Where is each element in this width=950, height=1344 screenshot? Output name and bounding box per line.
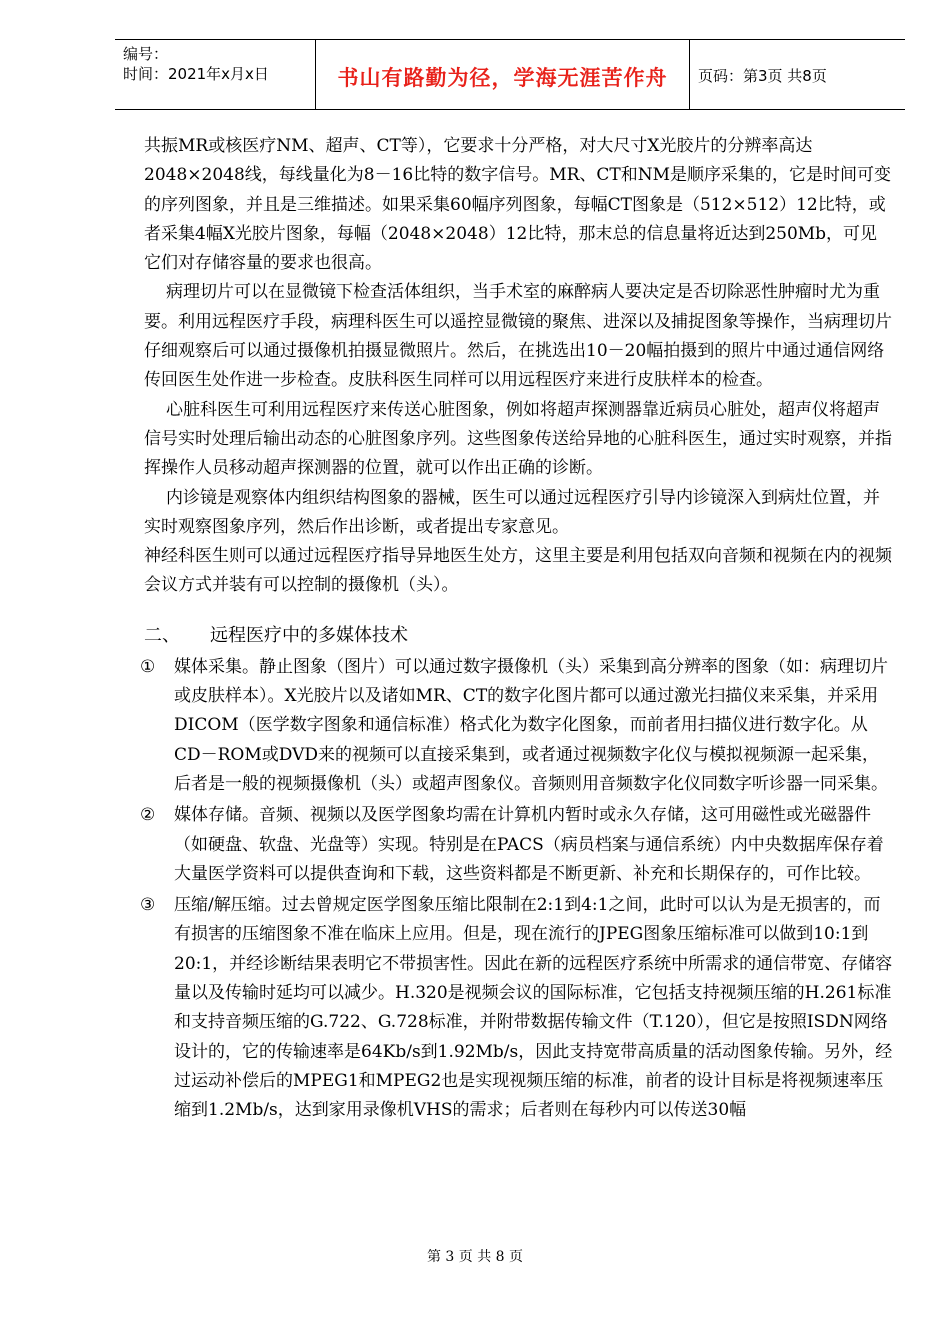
page-footer: 第 3 页 共 8 页 bbox=[426, 1249, 524, 1265]
header-page-number: 页码：第3页 共8页 bbox=[698, 67, 827, 85]
list-item-text: 媒体存储。音频、视频以及医学图象均需在计算机内暂时或永久存储，这可用磁性或光磁器件（如硬盘、软盘、光盘等）实现。特别是在PACS（病员档案与通信系统）内中央数据库保存着大量医学资料可以提供查询和下载，这些资料都是不断更新、补充和长期保存的，可作比较。 bbox=[174, 805, 884, 884]
list-item-text: 压缩/解压缩。过去曾规定医学图象压缩比限制在2:1到4:1之间，此时可以认为是无损害的，而有损害的压缩图象不准在临床上应用。但是，现在流行的JPEG图象压缩标准可以做到10:1到20:1，并经诊断结果表明它不带损害性。因此在新的远程医疗系统中所需求的通信带宽、存储容量以及传输时延均可以减少。H.320是视频会议的国际标准，它包括支持视频压缩的H.261标准和支持音频压缩的G.722、G.728标准，并附带数据传输文件（T.120），但它是按照ISDN网络设计的，它的传输速率是64Kb/s到1.92Mb/s，因此支持宽带高质量的活动图象传输。另外，经过运动补偿后的MPEG1和MPEG2也是实现视频压缩的标准，前者的设计目标是将视频速率压缩到1.2Mb/s，达到家用录像机VHS的需求；后者则在每秒内可以传送30幅 bbox=[174, 895, 893, 1121]
section-heading bbox=[144, 621, 894, 651]
page-header bbox=[115, 39, 905, 110]
paragraph: 病理切片可以在显微镜下检查活体组织，当手术室的麻醉病人要决定是否切除恶性肿瘤时尤为重要。利用远程医疗手段，病理科医生可以遥控显微镜的聚焦、进深以及捕捉图象等操作，当病理切片仔细观察后可以通过摄像机拍摄显微照片。然后，在挑选出10－20幅拍摄到的照片中通过通信网络传回医生处作进一步检查。皮肤科医生同样可以用远程医疗来进行皮肤样本的检查。 bbox=[144, 282, 892, 391]
list-item-text: 媒体采集。静止图象（图片）可以通过数字摄像机（头）采集到高分辨率的图象（如：病理切片或皮肤样本）。X光胶片以及诸如MR、CT的数字化图片都可以通过激光扫描仪来采集，并采用DICOM（医学数字图象和通信标准）格式化为数字化图象，而前者用扫描仪进行数字化。从CD－ROM或DVD来的视频可以直接采集到，或者通过视频数字化仪与模拟视频源一起采集，后者是一般的视频摄像机（头）或超声图象仪。音频则用音频数字化仪同数字听诊器一同采集。 bbox=[174, 656, 888, 794]
document-body bbox=[140, 132, 894, 1126]
header-page-cell bbox=[690, 40, 905, 109]
paragraph: 共振MR或核医疗NM、超声、CT等），它要求十分严格，对大尺寸X光胶片的分辨率高达2048×2048线，每线量化为8－16比特的数字信号。MR、CT和NM是顺序采集的，它是时间可变的序列图象，并且是三维描述。如果采集60幅序列图象，每幅CT图象是（512×512）12比特，或者采集4幅X光胶片图象，每幅（2048×2048）12比特，那末总的信息量将近达到250Mb，可见它们对存储容量的要求也很高。 bbox=[144, 136, 892, 274]
list-item bbox=[140, 653, 894, 799]
doc-number-label: 编号： bbox=[123, 45, 169, 63]
list-item bbox=[140, 891, 894, 1125]
header-meta bbox=[115, 40, 316, 109]
doc-time-label: 时间：2021年x月x日 bbox=[123, 65, 269, 83]
list-item bbox=[140, 801, 894, 889]
paragraph: 心脏科医生可利用远程医疗来传送心脏图象，例如将超声探测器靠近病员心脏处，超声仪将超声信号实时处理后输出动态的心脏图象序列。这些图象传送给异地的心脏科医生，通过实时观察，并指挥操作人员移动超声探测器的位置，就可以作出正确的诊断。 bbox=[144, 399, 892, 479]
header-motto-cell bbox=[316, 40, 690, 109]
header-motto: 书山有路勤为径，学海无涯苦作舟 bbox=[337, 65, 668, 90]
list-marker: ③ bbox=[140, 895, 156, 916]
paragraph: 神经科医生则可以通过远程医疗指导异地医生处方，这里主要是利用包括双向音频和视频在内的视频会议方式并装有可以控制的摄像机（头）。 bbox=[144, 546, 892, 596]
section-number: 二、 bbox=[144, 624, 180, 646]
list-marker: ② bbox=[140, 805, 156, 826]
list-marker: ① bbox=[140, 656, 156, 677]
paragraph: 内诊镜是观察体内组织结构图象的器械，医生可以通过远程医疗引导内诊镜深入到病灶位置，并实时观察图象序列，然后作出诊断，或者提出专家意见。 bbox=[144, 487, 880, 537]
section-title: 远程医疗中的多媒体技术 bbox=[210, 624, 408, 646]
